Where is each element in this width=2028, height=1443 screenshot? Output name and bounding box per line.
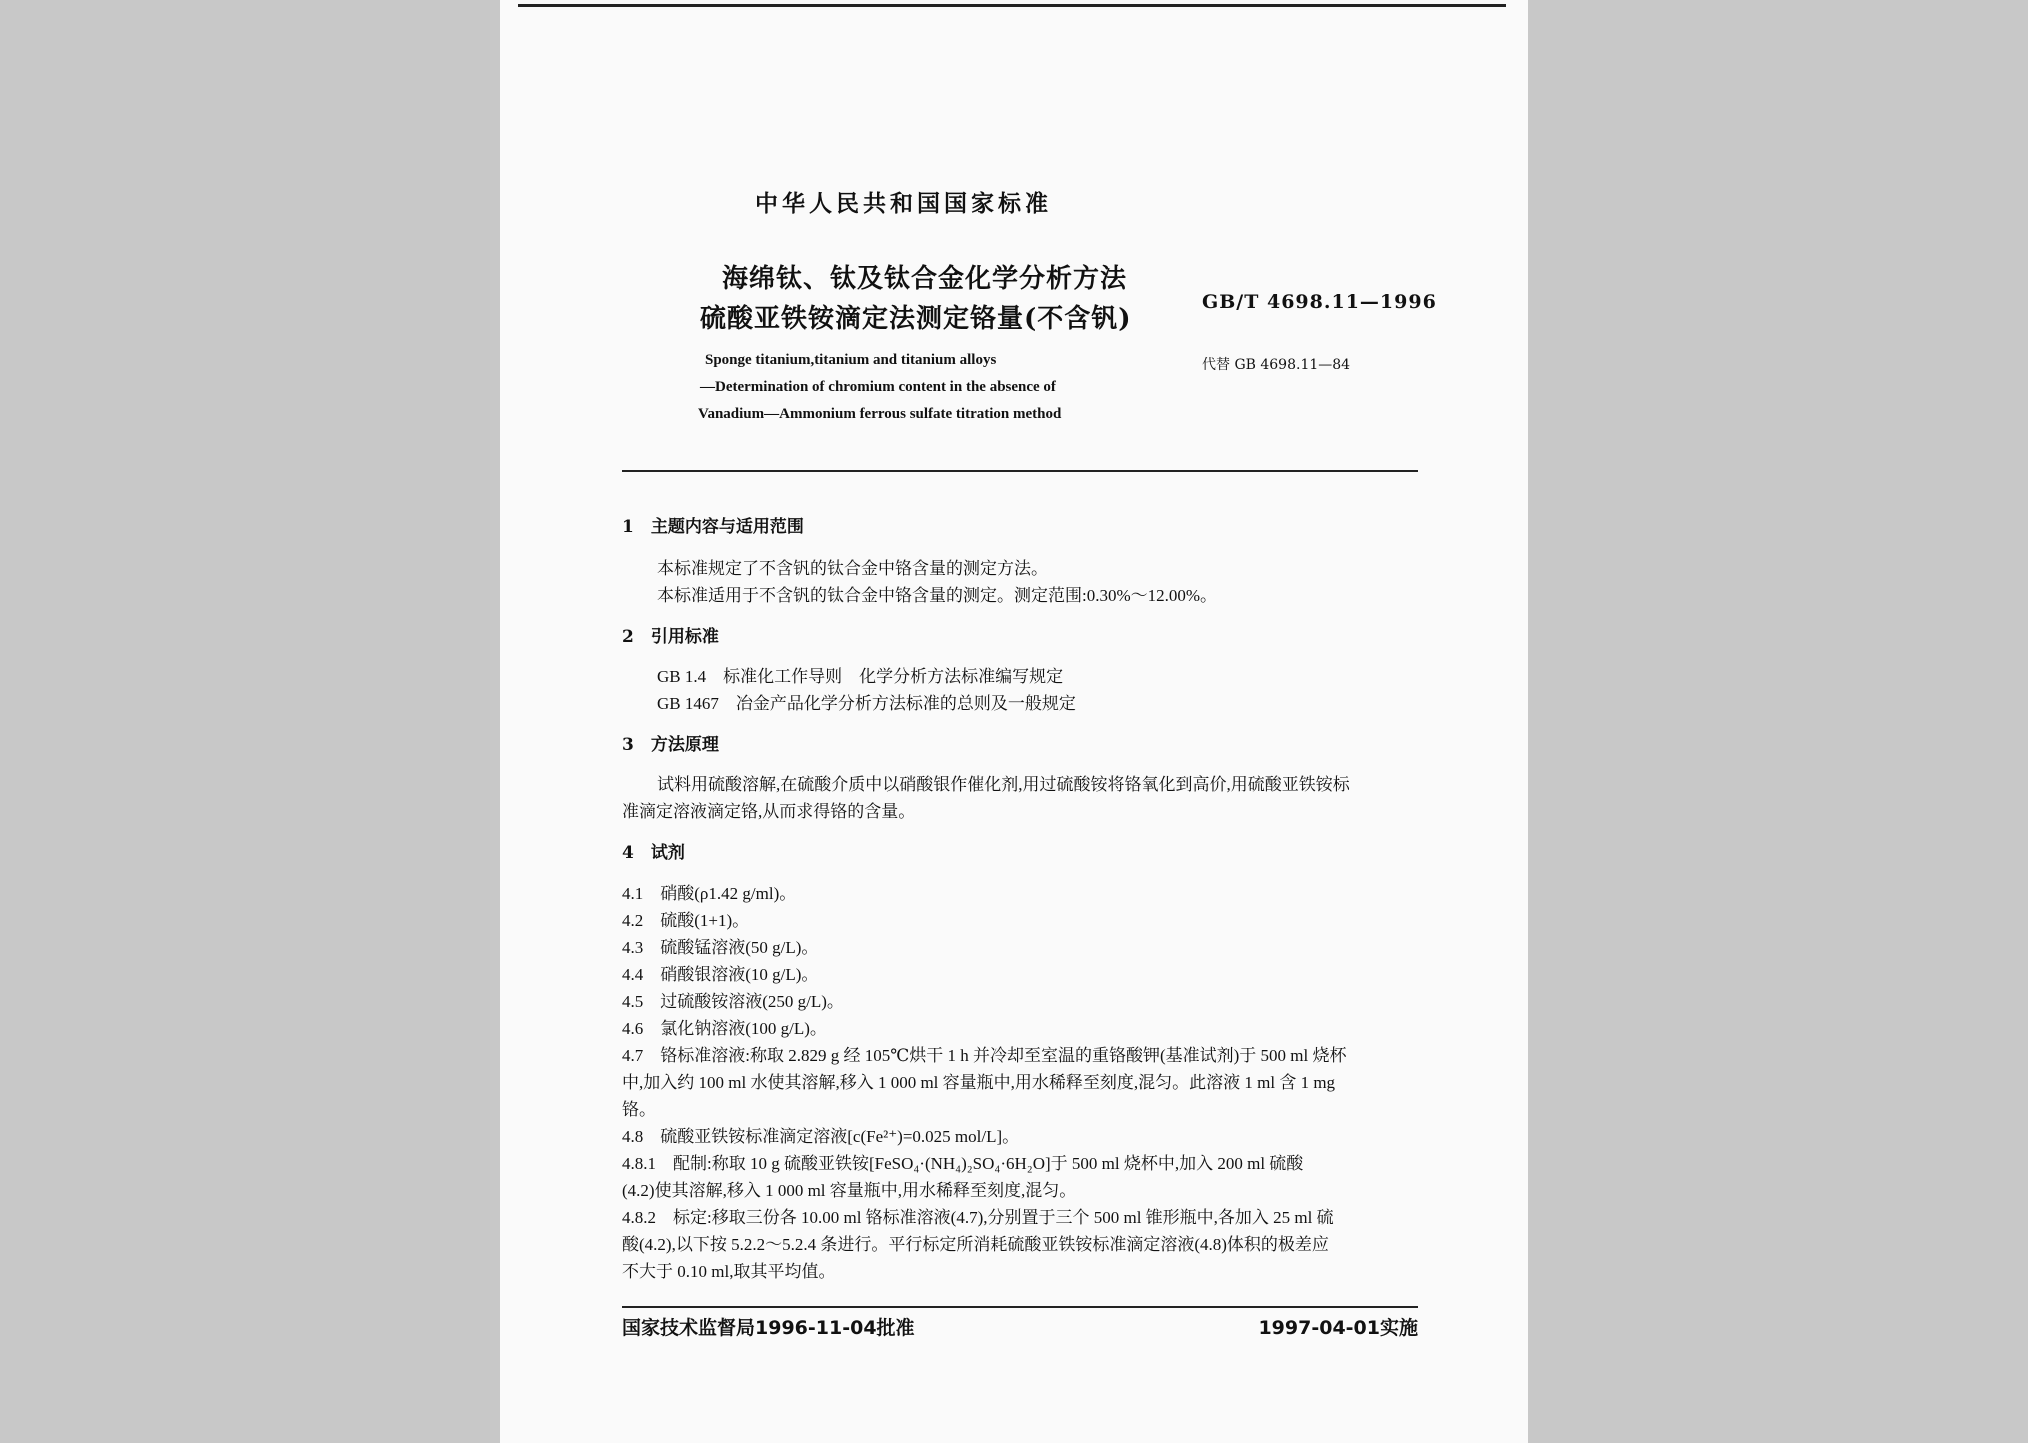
approval-date: 国家技术监督局1996-11-04批准 [622,1317,915,1339]
section-1-para-1: 本标准规定了不含钒的钛合金中铬含量的测定方法。 [657,559,1048,578]
section-3-heading: 3 方法原理 [622,735,719,755]
reagent-item: 4.8.2 标定:移取三份各 10.00 ml 铬标准溶液(4.7),分别置于三个 500 ml 锥形瓶中,各加入 25 ml 硫 [622,1208,1334,1227]
reagent-item-continued: 铬。 [622,1100,656,1119]
english-title-line-1: Sponge titanium,titanium and titanium alloys [705,352,997,368]
reagent-item-continued: 酸(4.2),以下按 5.2.2～5.2.4 条进行。平行标定所消耗硫酸亚铁铵标准滴定溶液(4.8)体积的极差应 [622,1235,1329,1254]
section-2-heading: 2 引用标准 [622,627,719,647]
reagent-item: 4.8.1 配制:称取 10 g 硫酸亚铁铵[FeSO₄·(NH₄)₂SO₄·6H₂O]于 500 ml 烧杯中,加入 200 ml 硫酸 [622,1154,1304,1173]
replaces-note: 代替 GB 4698.11—84 [1202,357,1351,373]
national-standard-label: 中华人民共和国国家标准 [755,190,1052,217]
reagent-item: 4.4 硝酸银溶液(10 g/L)。 [622,965,819,984]
reagent-item: 4.8 硫酸亚铁铵标准滴定溶液[c(Fe²⁺)=0.025 mol/L]。 [622,1127,1020,1146]
top-border-rule [518,4,1506,7]
document-page [500,0,1528,1443]
english-title-line-2: —Determination of chromium content in the absence of [700,379,1056,395]
section-1-para-2: 本标准适用于不含钒的钛合金中铬含量的测定。测定范围:0.30%～12.00%。 [657,586,1218,605]
section-1-heading: 1 主题内容与适用范围 [622,517,804,537]
reagent-item: 4.6 氯化钠溶液(100 g/L)。 [622,1019,827,1038]
reagent-item: 4.5 过硫酸铵溶液(250 g/L)。 [622,992,844,1011]
reagent-item: 4.1 硝酸(ρ1.42 g/ml)。 [622,884,797,903]
reagent-item: 4.7 铬标准溶液:称取 2.829 g 经 105℃烘干 1 h 并冷却至室温的重铬酸钾(基准试剂)于 500 ml 烧杯 [622,1046,1347,1065]
reagent-item-continued: 中,加入约 100 ml 水使其溶解,移入 1 000 ml 容量瓶中,用水稀释至刻度,混匀。此溶液 1 ml 含 1 mg [622,1073,1336,1092]
header-divider [622,470,1418,472]
reagent-item: 4.3 硫酸锰溶液(50 g/L)。 [622,938,819,957]
english-title-line-3: Vanadium—Ammonium ferrous sulfate titration method [698,406,1062,422]
standard-number: GB/T 4698.11—1996 [1202,291,1437,313]
reagent-item-continued: 不大于 0.10 ml,取其平均值。 [622,1262,836,1281]
reagent-item: 4.2 硫酸(1+1)。 [622,911,750,930]
title-line-2: 硫酸亚铁铵滴定法测定铬量(不含钒) [700,304,1132,334]
section-4-heading: 4 试剂 [622,843,685,863]
implementation-date: 1997-04-01实施 [1258,1317,1418,1339]
title-line-1: 海绵钛、钛及钛合金化学分析方法 [722,264,1128,294]
footer-divider [622,1306,1418,1308]
reagent-item-continued: (4.2)使其溶解,移入 1 000 ml 容量瓶中,用水稀释至刻度,混匀。 [622,1181,1077,1200]
reference-item: GB 1467 冶金产品化学分析方法标准的总则及一般规定 [657,694,1076,713]
section-3-line-1: 试料用硫酸溶解,在硫酸介质中以硝酸银作催化剂,用过硫酸铵将铬氧化到高价,用硫酸亚铁铵标 [657,775,1350,794]
section-3-line-2: 准滴定溶液滴定铬,从而求得铬的含量。 [622,802,916,821]
reference-item: GB 1.4 标准化工作导则 化学分析方法标准编写规定 [657,667,1064,686]
